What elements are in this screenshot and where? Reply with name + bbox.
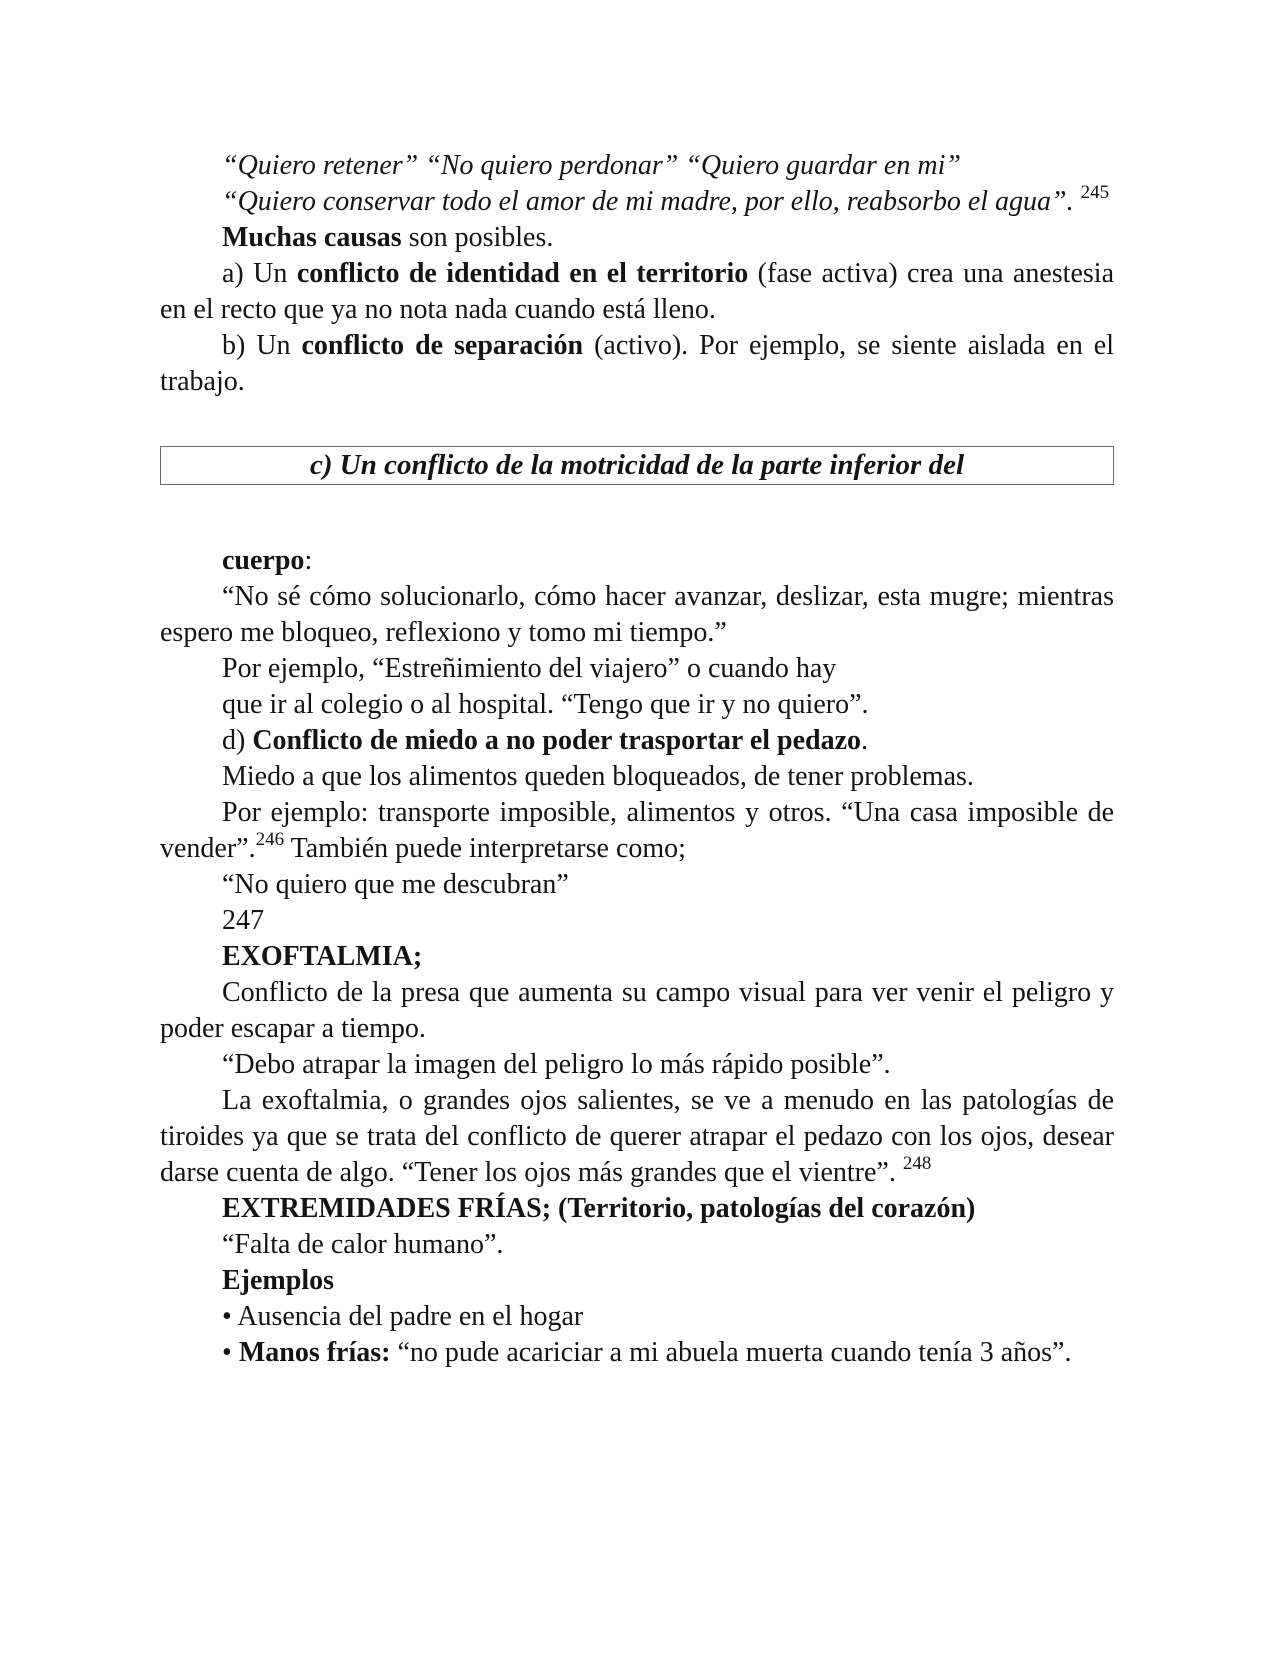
falta-line: “Falta de calor humano”. bbox=[222, 1229, 504, 1260]
item-a: a) Un conflicto de identidad en el territorio (fase activa) crea una anestesia en el recto que ya no nota nada cuando está lleno. bbox=[160, 258, 1114, 325]
item-d: d) Conflicto de miedo a no poder trasportar el pedazo. bbox=[222, 725, 869, 756]
section-heading-c: c) Un conflicto de la motricidad de la parte inferior del bbox=[160, 446, 1114, 485]
item-b: b) Un conflicto de separación (activo). Por ejemplo, se siente aislada en el trabajo. bbox=[160, 330, 1114, 397]
footnote-245: 245 bbox=[1080, 182, 1110, 203]
exoftalmia-quote: “Debo atrapar la imagen del peligro lo más rápido posible”. bbox=[222, 1049, 891, 1080]
footnote-247: 247 bbox=[222, 905, 264, 936]
footnote-246: 246 bbox=[255, 829, 285, 850]
quote-conservar: “Quiero conservar todo el amor de mi madre, por ello, reabsorbo el agua”. $^{245}$ bbox=[222, 182, 1110, 217]
causas-line: Muchas causas son posibles. bbox=[222, 222, 554, 253]
exoftalmia-title: EXOFTALMIA; bbox=[222, 941, 423, 972]
bullet-item-2: • Manos frías: “no pude acariciar a mi abuela muerta cuando tenía 3 años”. bbox=[222, 1337, 1072, 1368]
bullet-item-1: • Ausencia del padre en el hogar bbox=[222, 1301, 584, 1332]
ejemplo-viajero: Por ejemplo, “Estreñimiento del viajero” o cuando hay bbox=[222, 653, 837, 684]
quote-solucionar: “No sé cómo solucionarlo, cómo hacer avanzar, deslizar, esta mugre; mientras espero me bloqueo, reflexiono y tomo mi tiempo.” bbox=[160, 581, 1114, 648]
exoftalmia-paragraph-2: La exoftalmia, o grandes ojos salientes, se ve a menudo en las patologías de tiroides ya que se trata del conflicto de querer atrapar el pedazo con los ojos, desear darse cuenta de algo. “Tener los ojos más grandes que el vientre”. $^{248}$ bbox=[160, 1085, 1114, 1188]
miedo-line: Miedo a que los alimentos queden bloqueados, de tener problemas. bbox=[222, 761, 974, 792]
quote-retener: “Quiero retener” “No quiero perdonar” “Quiero guardar en mi” bbox=[222, 150, 961, 181]
cuerpo-line: cuerpo: bbox=[222, 545, 313, 576]
transporte-paragraph: Por ejemplo: transporte imposible, alimentos y otros. “Una casa imposible de vender”.$^{246}$ También puede interpretarse como; bbox=[160, 797, 1114, 864]
colegio-line: que ir al colegio o al hospital. “Tengo que ir y no quiero”. bbox=[222, 689, 869, 720]
page-content bbox=[160, 148, 1114, 1371]
ejemplos-title: Ejemplos bbox=[222, 1265, 334, 1296]
footnote-248: 248 bbox=[902, 1153, 932, 1174]
extremidades-title: EXTREMIDADES FRÍAS; (Territorio, patologías del corazón) bbox=[222, 1193, 976, 1224]
exoftalmia-paragraph-1: Conflicto de la presa que aumenta su campo visual para ver venir el peligro y poder escapar a tiempo. bbox=[160, 977, 1114, 1044]
descubran-line: “No quiero que me descubran” bbox=[222, 869, 569, 900]
